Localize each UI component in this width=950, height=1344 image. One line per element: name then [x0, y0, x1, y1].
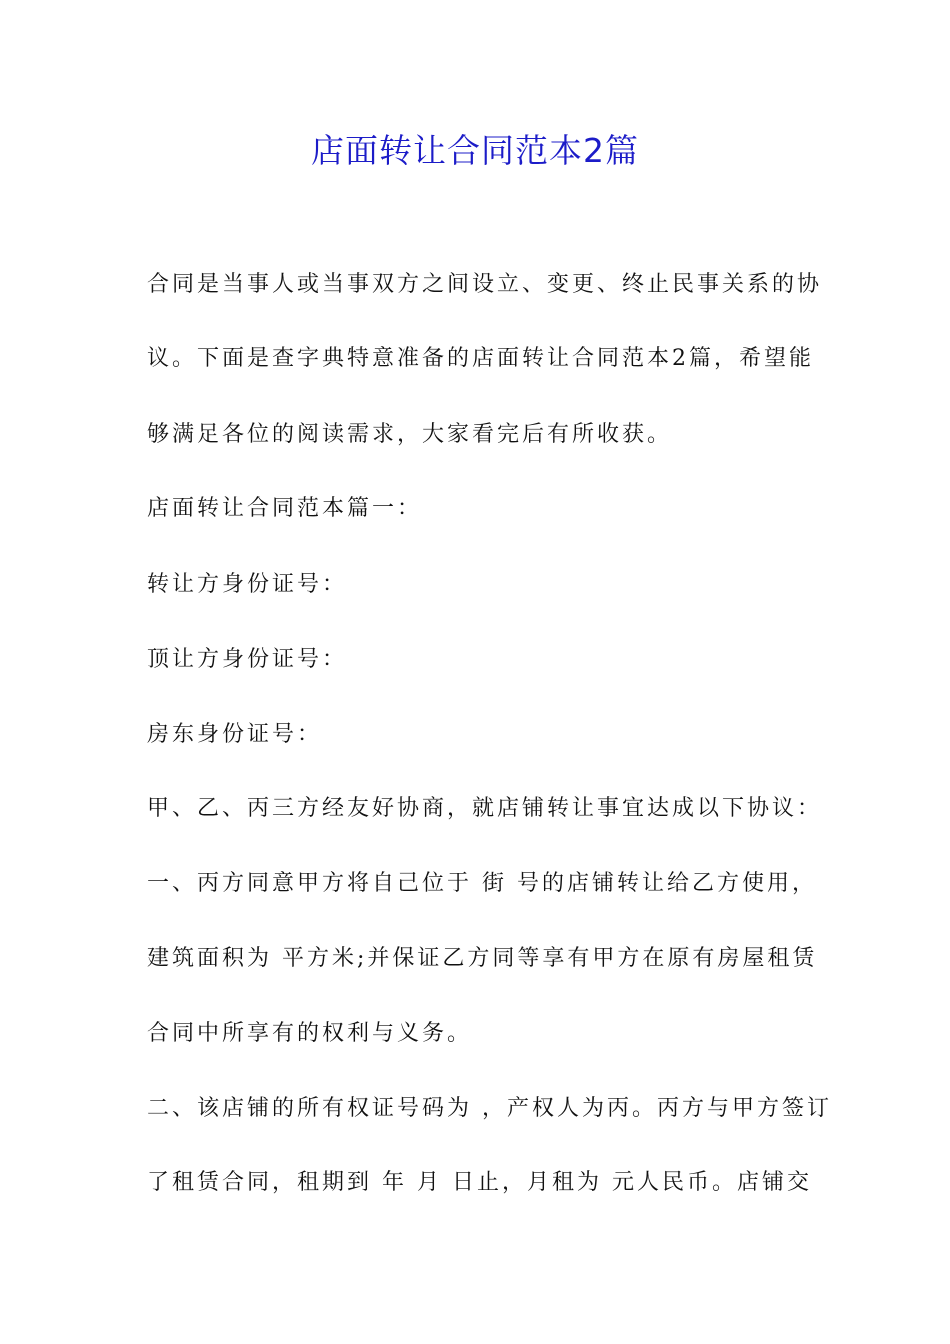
clause-1-line-1: 一、丙方同意甲方将自己位于 街 号的店铺转让给乙方使用， [147, 871, 817, 896]
section-heading-1: 店面转让合同范本篇一： [147, 496, 423, 521]
body-line-3: 够满足各位的阅读需求，大家看完后有所收获。 [147, 422, 673, 447]
transferee-id-line: 顶让方身份证号： [147, 647, 348, 672]
page-title: 店面转让合同范本2篇 [311, 131, 639, 170]
agreement-intro-line: 甲、乙、丙三方经友好协商，就店铺转让事宜达成以下协议： [147, 796, 823, 821]
clause-2-line-2: 了租赁合同，租期到 年 月 日止，月租为 元人民币。店铺交 [147, 1170, 812, 1195]
landlord-id-line: 房东身份证号： [147, 722, 323, 747]
clause-1-line-2: 建筑面积为 平方米;并保证乙方同等享有甲方在原有房屋租赁 [147, 946, 818, 971]
clause-1-line-3: 合同中所享有的权利与义务。 [147, 1021, 473, 1046]
body-line-2: 议。下面是查字典特意准备的店面转让合同范本2篇，希望能 [147, 346, 814, 371]
body-line-1: 合同是当事人或当事双方之间设立、变更、终止民事关系的协 [147, 272, 823, 297]
clause-2-line-1: 二、该店铺的所有权证号码为 ，产权人为丙。丙方与甲方签订 [147, 1096, 832, 1121]
transferor-id-line: 转让方身份证号： [147, 572, 348, 597]
